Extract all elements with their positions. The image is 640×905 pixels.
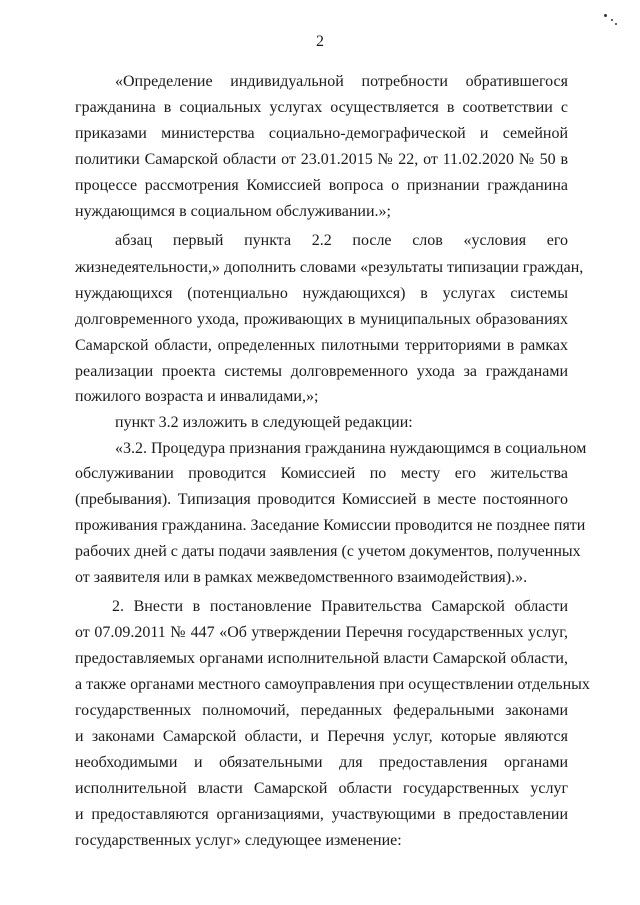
text-line: проживания гражданина. Заседание Комиссии проводится не позднее пяти bbox=[75, 517, 586, 534]
scan-speck bbox=[611, 19, 613, 21]
text-line: политики Самарской области от 23.01.2015 № 22, от 11.02.2020 № 50 в bbox=[75, 151, 568, 168]
text-line: обслуживании проводится Комиссией по месту его жительства bbox=[75, 465, 568, 482]
text-line: жизнедеятельности,» дополнить словами «результаты типизации граждан, bbox=[75, 259, 584, 276]
text-line: необходимыми и обязательными для предоставления органами bbox=[75, 754, 568, 771]
text-line: от заявителя или в рамках межведомственного взаимодействия).». bbox=[75, 569, 528, 586]
scan-speck bbox=[615, 23, 617, 25]
text-line: предоставляемых органами исполнительной власти Самарской области, bbox=[75, 650, 568, 667]
text-line: нуждающимся в социальном обслуживании.»; bbox=[75, 203, 391, 220]
text-line: долговременного ухода, проживающих в муниципальных образованиях bbox=[75, 311, 568, 328]
text-line: «3.2. Процедура признания гражданина нуждающимся в социальном bbox=[115, 440, 587, 457]
text-line: государственных услуг» следующее изменение: bbox=[75, 832, 402, 849]
scan-speck bbox=[604, 14, 607, 17]
text-line: рабочих дней с даты подачи заявления (с учетом документов, полученных bbox=[75, 543, 581, 560]
text-line: исполнительной власти Самарской области государственных услуг bbox=[75, 780, 568, 797]
text-line: процессе рассмотрения Комиссией вопроса о признании гражданина bbox=[75, 177, 568, 194]
text-line: пожилого возраста и инвалидами,»; bbox=[75, 388, 319, 405]
text-line: нуждающихся (потенциально нуждающихся) в услугах системы bbox=[75, 285, 568, 302]
text-line: «Определение индивидуальной потребности обратившегося bbox=[115, 73, 568, 90]
text-line: от 07.09.2011 № 447 «Об утверждении Перечня государственных услуг, bbox=[75, 624, 568, 641]
text-line: абзац первый пункта 2.2 после слов «условия его bbox=[115, 232, 568, 249]
text-line: государственных полномочий, переданных федеральными законами bbox=[75, 702, 568, 719]
text-line: Самарской области, определенных пилотными территориями в рамках bbox=[75, 337, 568, 354]
text-line: приказами министерства социально-демографической и семейной bbox=[75, 125, 568, 142]
page-number: 2 bbox=[316, 33, 324, 50]
text-line: и законами Самарской области, и Перечня услуг, которые являются bbox=[75, 728, 568, 745]
text-line: пункт 3.2 изложить в следующей редакции: bbox=[115, 414, 413, 431]
text-line: реализации проекта системы долговременного ухода за гражданами bbox=[75, 363, 568, 380]
text-line: (пребывания). Типизация проводится Комиссией в месте постоянного bbox=[75, 491, 568, 508]
text-line: а также органами местного самоуправления при осуществлении отдельных bbox=[75, 676, 590, 693]
text-line: 2. Внести в постановление Правительства Самарской области bbox=[112, 598, 568, 615]
text-line: и предоставляются организациями, участвующими в предоставлении bbox=[75, 806, 568, 823]
text-line: гражданина в социальных услугах осуществляется в соответствии с bbox=[75, 99, 568, 116]
